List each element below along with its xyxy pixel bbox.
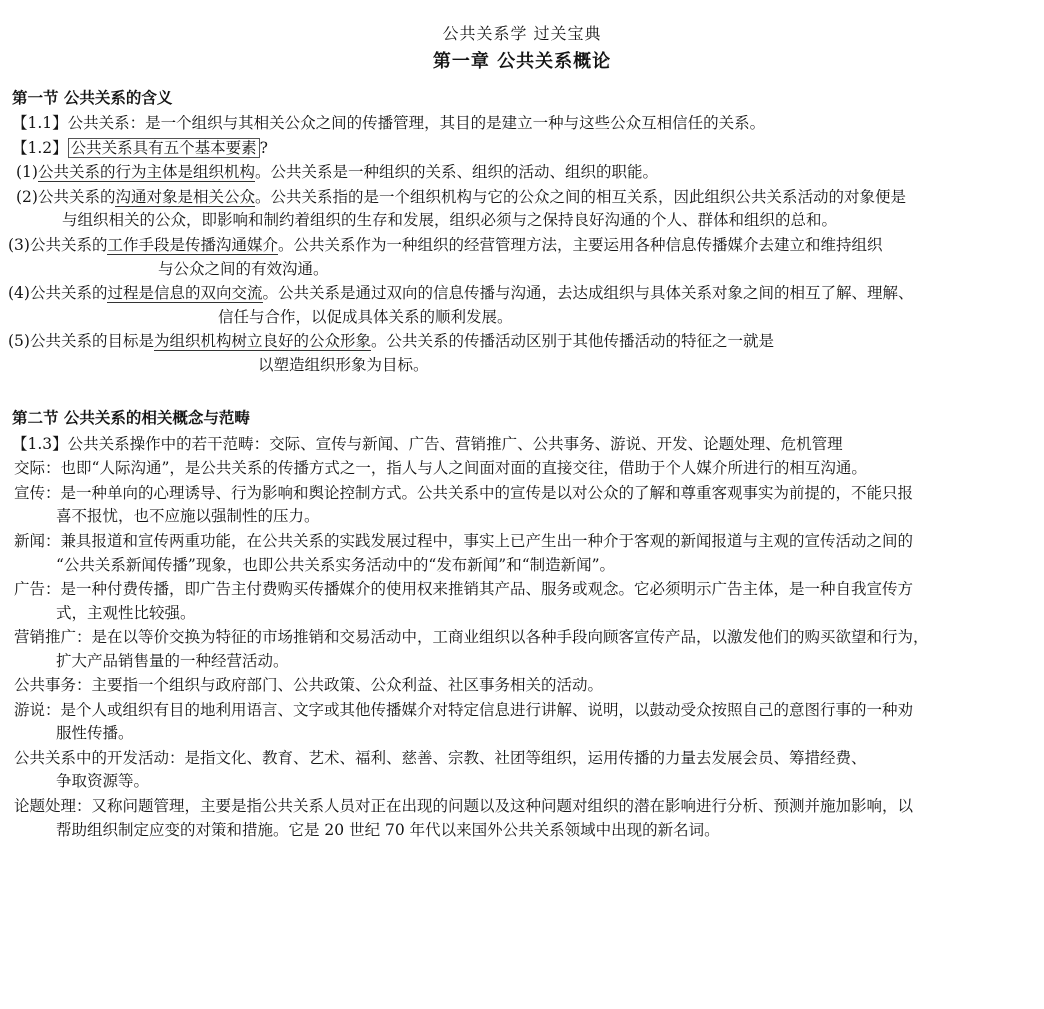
- element-item-2: [0, 186, 1044, 233]
- question-1-2: [0, 137, 1044, 161]
- definition-1-3: [0, 433, 1044, 457]
- element-underlined: 沟通对象是相关公众: [115, 187, 255, 206]
- term-kaifahuodong: [0, 747, 1044, 794]
- term-xuanchuan: [0, 482, 1044, 529]
- term-name: 营销推广：: [14, 628, 92, 647]
- term-gonggongshiwu: [0, 674, 1044, 698]
- term-xinwen: [0, 530, 1044, 577]
- term-name: 游说：: [14, 700, 61, 719]
- element-lead: 公共关系的: [29, 235, 108, 254]
- term-line-2: 争取资源等。: [56, 772, 150, 791]
- term-youshuo: [0, 699, 1044, 746]
- term-line-2: 式，主观性比较强。: [56, 603, 196, 622]
- term-luntichuli: [0, 795, 1044, 842]
- element-item-5: [0, 330, 1044, 377]
- term-line-1: 是一种单向的心理诱导、行为影响和舆论控制方式。公共关系中的宣传是以对公众的了解和尊重客观事实为前提的，不能只报: [60, 483, 914, 502]
- term-name: 交际：: [14, 459, 61, 478]
- term-guanggao: [0, 578, 1044, 625]
- section-heading-1: 第一节 公共关系的含义: [12, 87, 173, 107]
- element-rest: 。公共关系是一种组织的关系、组织的活动、组织的职能。: [254, 163, 658, 182]
- item-text: 公共关系：是一个组织与其相关公众之间的传播管理，其目的是建立一种与这些公众互相信任的关系。: [67, 114, 766, 133]
- document-title: 公共关系学 过关宝典: [442, 24, 602, 43]
- term-line-2: 喜不报忧，也不应施以强制性的压力。: [56, 507, 320, 526]
- element-underlined: 过程是信息的双向交流: [107, 284, 263, 303]
- term-name: 新闻：: [14, 531, 61, 550]
- element-underlined: 工作手段是传播沟通媒介: [107, 235, 278, 254]
- element-underlined: 为组织机构树立良好的公众形象: [153, 332, 371, 351]
- term-line-1: 是指文化、教育、艺术、福利、慈善、宗教、社团等组织，运用传播的力量去发展会员、筹措经费、: [184, 748, 867, 767]
- question-mark: ?: [259, 138, 268, 157]
- item-tag: 【1.1】: [12, 114, 68, 133]
- item-text: 公共关系操作中的若干范畴：交际、宣传与新闻、广告、营销推广、公共事务、游说、开发、论题处理、危机管理: [67, 434, 843, 453]
- term-name: 广告：: [14, 580, 61, 599]
- term-line-1: 兼具报道和宣传两重功能，在公共关系的实践发展过程中，事实上已产生出一种介于客观的新闻报道与主观的宣传活动之间的: [60, 531, 914, 550]
- element-item-1: [0, 161, 1044, 185]
- element-continuation: 与公众之间的有效沟通。: [158, 259, 329, 278]
- element-number: (3): [8, 235, 30, 254]
- term-jiaoji: [0, 457, 1044, 481]
- section-spacer: [0, 378, 1044, 402]
- term-line-1: 也即“人际沟通”，是公共关系的传播方式之一，指人与人之间面对面的直接交往，借助于个人媒介所进行的相互沟通。: [60, 459, 867, 478]
- element-rest: 。公共关系作为一种组织的经营管理方法，主要运用各种信息传播媒介去建立和维持组织: [278, 235, 883, 254]
- chapter-title: 第一章 公共关系概论: [432, 51, 612, 73]
- term-line-2: 服性传播。: [56, 724, 134, 743]
- item-tag: 【1.3】: [12, 434, 68, 453]
- element-item-3: [0, 234, 1044, 281]
- term-name: 论题处理：: [14, 796, 92, 815]
- element-rest: 。公共关系是通过双向的信息传播与沟通，去达成组织与具体关系对象之间的相互了解、理解、: [262, 284, 914, 303]
- term-line-1: 是在以等价交换为特征的市场推销和交易活动中，工商业组织以各种手段向顾客宣传产品，以激发他们的购买欲望和行为，: [91, 628, 929, 647]
- element-number: (4): [8, 284, 30, 303]
- element-continuation: 信任与合作，以促成具体关系的顺利发展。: [218, 307, 513, 326]
- term-line-1: 是一种付费传播，即广告主付费购买传播媒介的使用权来推销其产品、服务或观念。它必须明示广告主体，是一种自我宣传方: [60, 580, 914, 599]
- element-number: (2): [16, 187, 38, 206]
- term-line-2: “公共关系新闻传播”现象，也即公共关系实务活动中的“发布新闻”和“制造新闻”。: [56, 555, 616, 574]
- term-line-1: 又称问题管理，主要是指公共关系人员对正在出现的问题以及这种问题对组织的潜在影响进行分析、预测并施加影响，以: [91, 796, 914, 815]
- term-name: 宣传：: [14, 483, 61, 502]
- element-lead: 公共关系的目标是: [29, 332, 154, 351]
- element-rest: 。公共关系指的是一个组织机构与它的公众之间的相互关系，因此组织公共关系活动的对象便是: [255, 187, 907, 206]
- term-yingxiaotuiguang: [0, 626, 1044, 673]
- item-tag: 【1.2】: [12, 138, 68, 157]
- element-continuation: 与组织相关的公众，即影响和制约着组织的生存和发展，组织必须与之保持良好沟通的个人、群体和组织的总和。: [62, 211, 838, 230]
- term-line-1: 主要指一个组织与政府部门、公共政策、公众利益、社区事务相关的活动。: [91, 676, 604, 695]
- element-underlined: 公共关系的行为主体是组织机构: [37, 163, 255, 182]
- element-continuation: 以塑造组织形象为目标。: [258, 355, 429, 374]
- boxed-keyword: 公共关系具有五个基本要素: [68, 138, 260, 158]
- term-name: 公共关系中的开发活动：: [14, 748, 185, 767]
- element-lead: 公共关系的: [37, 187, 116, 206]
- definition-1-1: [0, 112, 1044, 136]
- section-heading-2: 第二节 公共关系的相关概念与范畴: [12, 408, 250, 428]
- term-line-2: 扩大产品销售量的一种经营活动。: [56, 651, 289, 670]
- element-number: (1): [16, 163, 38, 182]
- element-number: (5): [8, 332, 30, 351]
- element-item-4: [0, 282, 1044, 329]
- document-page: [0, 22, 1044, 1009]
- term-line-1: 是个人或组织有目的地利用语言、文字或其他传播媒介对特定信息进行讲解、说明，以鼓动受众按照自己的意图行事的一种劝: [60, 700, 914, 719]
- term-line-2: 帮助组织制定应变的对策和措施。它是 20 世纪 70 年代以来国外公共关系领域中出现的新名词。: [56, 820, 720, 839]
- element-lead: 公共关系的: [29, 284, 108, 303]
- element-rest: 。公共关系的传播活动区别于其他传播活动的特征之一就是: [371, 332, 775, 351]
- term-name: 公共事务：: [14, 676, 92, 695]
